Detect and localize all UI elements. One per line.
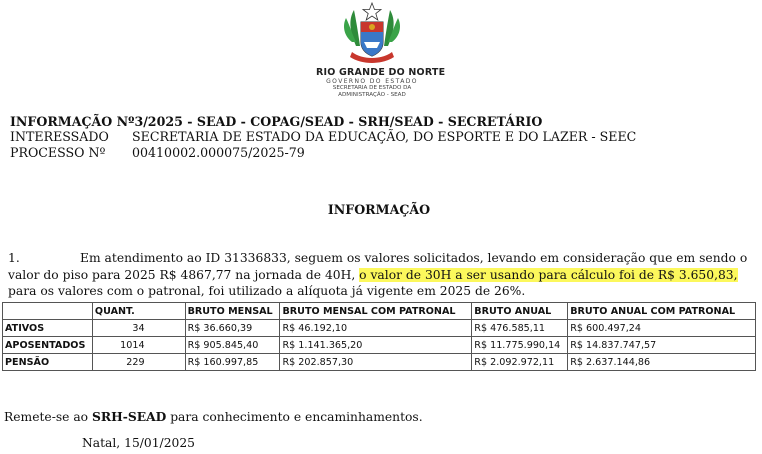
secretariat-line-1: SECRETARIA DE ESTADO DA	[332, 85, 412, 91]
table-cell: R$ 46.192,10	[280, 320, 472, 337]
paragraph-text-2: para os valores com o patronal, foi utilizado a alíquota já vigente em 2025 de 26%.	[8, 284, 526, 298]
state-logo	[316, 2, 446, 110]
table-header: QUANT.	[92, 303, 185, 320]
body-paragraph	[8, 250, 760, 300]
secretariat-line-2: ADMINISTRAÇÃO - SEAD	[338, 92, 406, 98]
interessado-label: INTERESSADO	[10, 129, 109, 144]
table-cell: R$ 36.660,39	[185, 320, 280, 337]
forwarding-prefix: Remete-se ao	[4, 410, 92, 424]
table-cell: 34	[92, 320, 185, 337]
table-row	[3, 320, 756, 337]
paragraph-number: 1.	[8, 251, 20, 265]
table-header: BRUTO ANUAL COM PATRONAL	[568, 303, 756, 320]
paragraph-highlight: o valor de 30H a ser usando para cálculo foi de R$ 3.650,83,	[359, 267, 738, 282]
row-label: PENSÃO	[3, 354, 93, 371]
values-table	[2, 302, 756, 371]
state-name: RIO GRANDE DO NORTE	[316, 67, 446, 78]
table-row	[3, 354, 756, 371]
table-cell: R$ 476.585,11	[472, 320, 568, 337]
table-row	[3, 337, 756, 354]
forwarding-recipient: SRH-SEAD	[92, 409, 167, 424]
coat-of-arms-icon	[342, 2, 402, 66]
table-header	[3, 303, 93, 320]
table-cell: R$ 1.141.365,20	[280, 337, 472, 354]
table-cell: R$ 2.092.972,11	[472, 354, 568, 371]
table-header: BRUTO MENSAL	[185, 303, 280, 320]
processo-label: PROCESSO Nº	[10, 145, 106, 160]
processo-value: 00410002.000075/2025-79	[132, 145, 305, 160]
document-title: INFORMAÇÃO Nº3/2025 - SEAD - COPAG/SEAD - SRH/SEAD - SECRETÁRIO	[10, 114, 543, 129]
table-cell: R$ 2.637.144,86	[568, 354, 756, 371]
forwarding-note	[4, 409, 423, 424]
paragraph-text-1: Em atendimento ao ID 31336833, seguem os valores solicitados, levando em consideração que em sendo o valor do piso para 2025 R$ 4867,77 na jornada de 40H,	[8, 251, 748, 282]
interessado-value: SECRETARIA DE ESTADO DA EDUCAÇÃO, DO ESPORTE E DO LAZER - SEEC	[132, 129, 637, 144]
table-cell: R$ 160.997,85	[185, 354, 280, 371]
forwarding-suffix: para conhecimento e encaminhamentos.	[166, 410, 423, 424]
table-header-row	[3, 303, 756, 320]
table-cell: R$ 14.837.747,57	[568, 337, 756, 354]
row-label: ATIVOS	[3, 320, 93, 337]
place-date: Natal, 15/01/2025	[82, 436, 195, 450]
row-label: APOSENTADOS	[3, 337, 93, 354]
table-cell: 1014	[92, 337, 185, 354]
table-header: BRUTO ANUAL	[472, 303, 568, 320]
table-cell: R$ 600.497,24	[568, 320, 756, 337]
table-cell: R$ 11.775.990,14	[472, 337, 568, 354]
table-cell: R$ 905.845,40	[185, 337, 280, 354]
government-label: GOVERNO DO ESTADO	[326, 78, 418, 85]
table-header: BRUTO MENSAL COM PATRONAL	[280, 303, 472, 320]
section-title: INFORMAÇÃO	[327, 202, 431, 217]
table-cell: 229	[92, 354, 185, 371]
table-cell: R$ 202.857,30	[280, 354, 472, 371]
